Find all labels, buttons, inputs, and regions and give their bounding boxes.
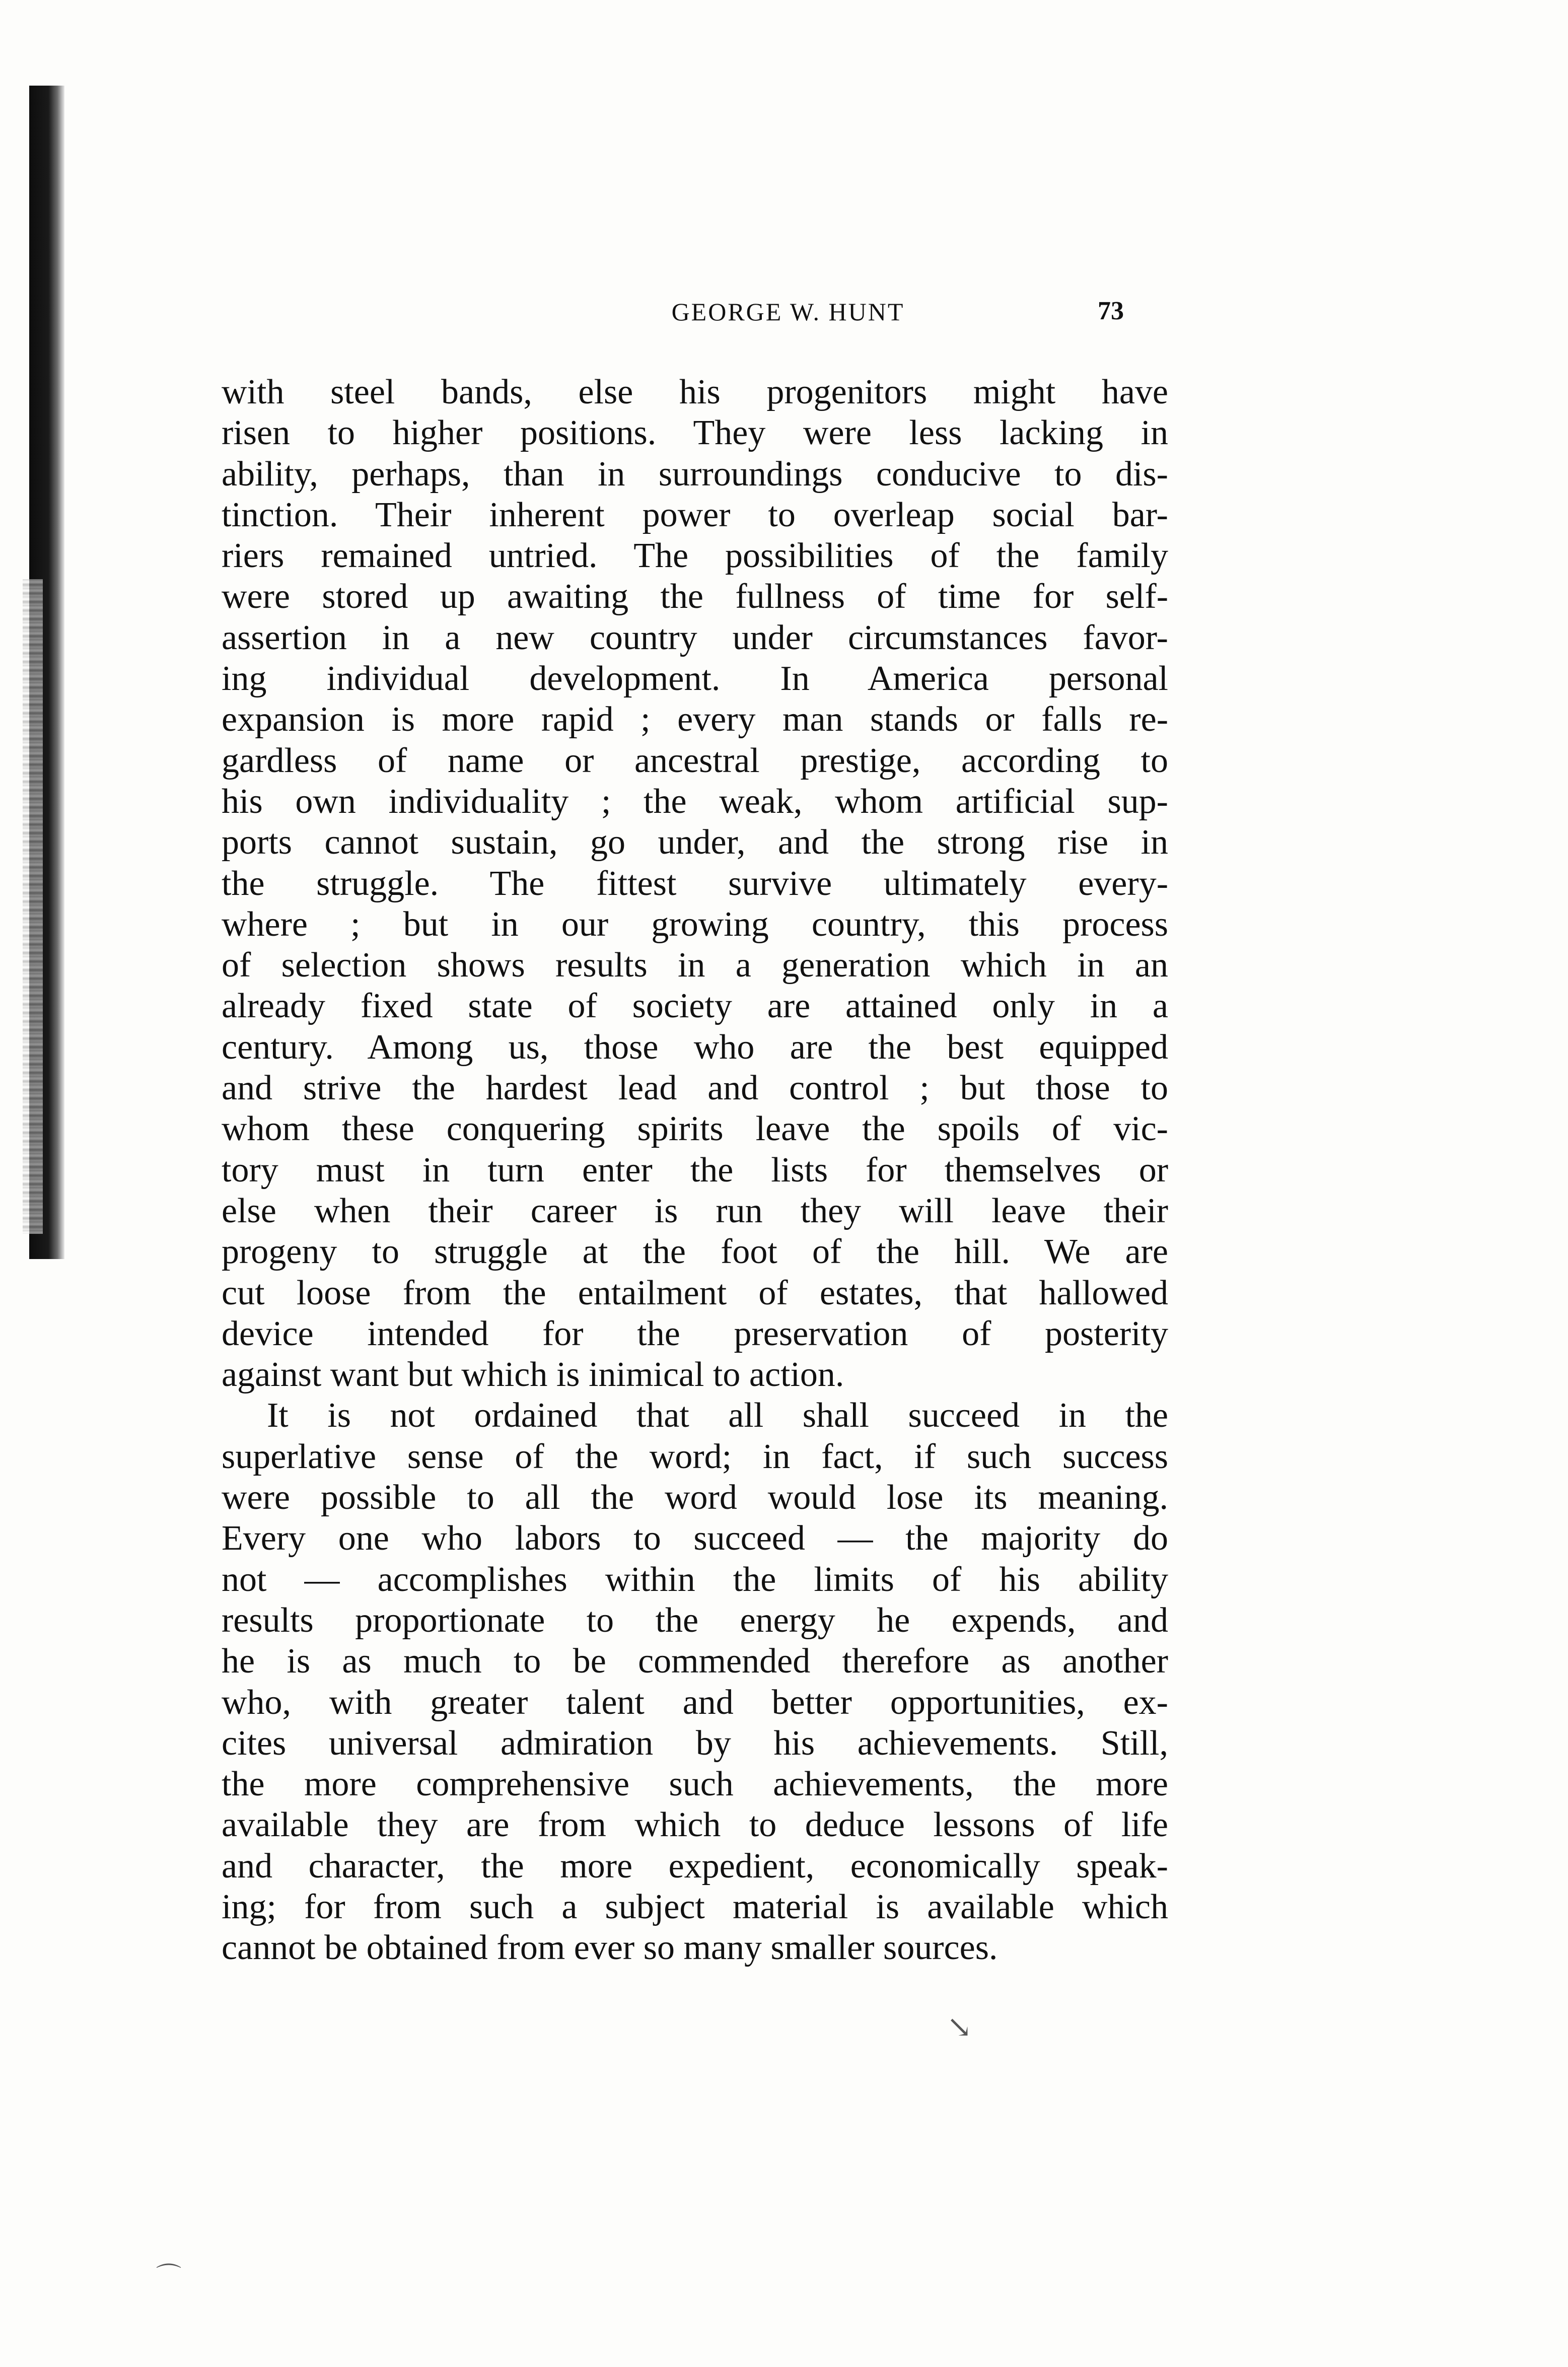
text-line: cites universal admiration by his achievements. Still, bbox=[222, 1723, 1168, 1763]
pencil-mark: ↘ bbox=[947, 2010, 972, 2044]
text-line: gardless of name or ancestral prestige, according to bbox=[222, 741, 1168, 780]
text-line: cannot be obtained from ever so many smaller sources. bbox=[222, 1928, 998, 1968]
text-line: else when their career is run they will leave their bbox=[222, 1191, 1168, 1230]
text-line: tinction. Their inherent power to overleap social bar- bbox=[222, 495, 1168, 534]
text-line: expansion is more rapid ; every man stands or falls re- bbox=[222, 700, 1168, 739]
text-line: tory must in turn enter the lists for themselves or bbox=[222, 1150, 1168, 1190]
text-line: of selection shows results in a generation which in an bbox=[222, 946, 1168, 985]
text-line: ing; for from such a subject material is available which bbox=[222, 1887, 1168, 1926]
text-line: not — accomplishes within the limits of his ability bbox=[222, 1560, 1168, 1599]
text-line: he is as much to be commended therefore as another bbox=[222, 1642, 1168, 1681]
text-line: cut loose from the entailment of estates, that hallowed bbox=[222, 1273, 1168, 1312]
text-line: superlative sense of the word; in fact, if such success bbox=[222, 1437, 1168, 1476]
text-line: riers remained untried. The possibilities of the family bbox=[222, 536, 1168, 576]
text-line: were possible to all the word would lose its meaning. bbox=[222, 1478, 1168, 1517]
text-line: the struggle. The fittest survive ultimately every- bbox=[222, 864, 1168, 903]
text-line: and strive the hardest lead and control ; but those to bbox=[222, 1069, 1168, 1108]
text-line: device intended for the preservation of posterity bbox=[222, 1314, 1168, 1353]
text-line: risen to higher positions. They were less lacking in bbox=[222, 413, 1168, 453]
text-line: ing individual development. In America personal bbox=[222, 659, 1168, 699]
text-line: assertion in a new country under circumstances favor- bbox=[222, 618, 1168, 657]
text-line: ability, perhaps, than in surroundings conducive to dis- bbox=[222, 454, 1168, 494]
text-line: ports cannot sustain, go under, and the strong rise in bbox=[222, 823, 1168, 862]
text-line: available they are from which to deduce lessons of life bbox=[222, 1805, 1168, 1845]
paragraph-end-line: against want but which is inimical to action. bbox=[222, 1355, 844, 1395]
text-line: already fixed state of society are attained only in a bbox=[222, 987, 1168, 1026]
body-text bbox=[222, 372, 1168, 1969]
text-line: century. Among us, those who are the best equipped bbox=[222, 1027, 1168, 1067]
binding-texture bbox=[23, 579, 43, 1234]
stray-mark: ⌒ bbox=[156, 2262, 181, 2290]
text-line: progeny to struggle at the foot of the hill. We are bbox=[222, 1232, 1168, 1272]
page-number: 73 bbox=[1098, 297, 1124, 325]
text-line: whom these conquering spirits leave the spoils of vic- bbox=[222, 1109, 1168, 1149]
text-line: results proportionate to the energy he expends, and bbox=[222, 1600, 1168, 1640]
text-line: Every one who labors to succeed — the majority do bbox=[222, 1519, 1168, 1558]
running-head: GEORGE W. HUNT bbox=[671, 298, 905, 326]
text-line: and character, the more expedient, economically speak- bbox=[222, 1846, 1168, 1886]
text-line: who, with greater talent and better opportunities, ex- bbox=[222, 1683, 1168, 1722]
text-line: the more comprehensive such achievements, the more bbox=[222, 1765, 1168, 1804]
text-line: with steel bands, else his progenitors might have bbox=[222, 373, 1168, 411]
text-line: his own individuality ; the weak, whom artificial sup- bbox=[222, 782, 1168, 821]
text-line: were stored up awaiting the fullness of time for self- bbox=[222, 577, 1168, 616]
text-line: where ; but in our growing country, this process bbox=[222, 904, 1168, 944]
paragraph-start-line: It is not ordained that all shall succeed in the bbox=[267, 1396, 1168, 1435]
